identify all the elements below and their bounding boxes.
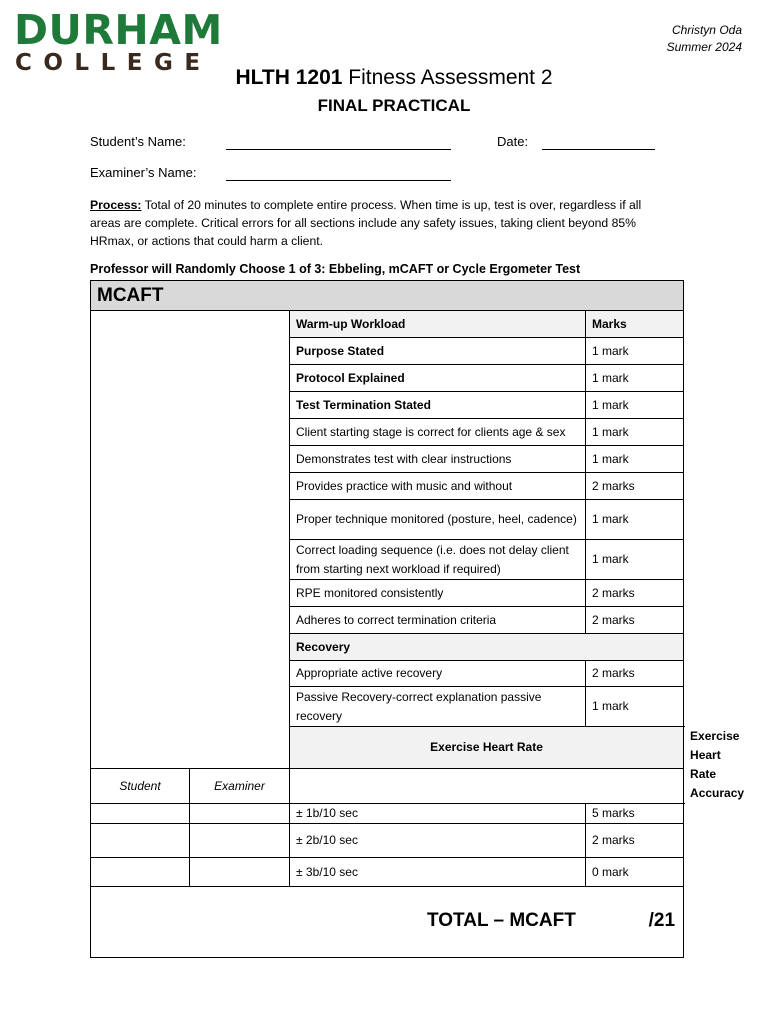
total-row [91, 887, 684, 958]
recovery-label: Appropriate active recovery [290, 661, 586, 687]
author-name: Christyn Oda [671, 23, 742, 37]
item-label: Correct loading sequence (i.e. does not delay client from starting next workload if required) [290, 540, 586, 580]
examiner-name-line[interactable] [226, 180, 451, 181]
student-hr-cell[interactable] [91, 858, 190, 887]
total-value: /21 [648, 910, 676, 931]
examiner-hr-cell[interactable] [190, 858, 290, 887]
item-label: Provides practice with music and without [290, 473, 586, 500]
accuracy-marks: 5 marks [586, 804, 684, 824]
item-marks: 1 mark [586, 365, 684, 392]
ehr-header: Exercise Heart Rate [290, 727, 684, 769]
page-title [0, 66, 768, 90]
blank-left-area [91, 311, 290, 769]
recovery-header: Recovery [290, 634, 684, 661]
mcaft-table: MCAFT Warm-up Workload Marks Purpose Stated 1 mark Protocol Explained 1 mark Test Termination Stated 1 mark Client starting stage is correct for clients age & sex 1 mark Demonstrates test with clear instructions 1 mark Provides practice with music and without 2 marks Proper technique monitored (posture, heel, cadence) 1 mark Correct loading sequence (i.e. does not delay client from starting next workload if required) 1 mark RPE monitored consistently 2 marks Adheres to correct termination criteria 2 marks Recovery Appropriate active recovery 2 marks Passive Recovery-correct explanation passive recovery 1 mark Exercise Heart Rate Exercise Heart Rate Accuracy Student Examiner ± 1b/10 sec 5 marks ± 2b/10 sec 2 marks ± 3b/10 sec 0 mark TOTAL – MCAFT /21 [90, 280, 684, 958]
page-subtitle: FINAL PRACTICAL [317, 96, 471, 115]
examiner-name-label: Examiner’s Name: [90, 165, 197, 180]
logo-line-1: DURHAM [14, 6, 223, 54]
author-block [667, 22, 742, 56]
ehr-student-header: Student [91, 769, 190, 804]
title-rest: Fitness Assessment 2 [342, 66, 553, 89]
student-name-label: Student’s Name: [90, 134, 186, 149]
item-marks: 1 mark [586, 419, 684, 446]
date-label: Date: [497, 134, 529, 149]
item-label: Proper technique monitored (posture, heel, cadence) [290, 500, 586, 540]
student-name-line[interactable] [226, 149, 451, 150]
student-hr-cell[interactable] [91, 804, 190, 824]
process-label: Process: [90, 198, 142, 212]
item-label: Protocol Explained [290, 365, 586, 392]
author-term: Summer 2024 [666, 40, 742, 54]
date-line[interactable] [542, 149, 655, 150]
table-header: MCAFT [91, 281, 684, 311]
item-label: Adheres to correct termination criteria [290, 607, 586, 634]
item-marks: 2 marks [586, 607, 684, 634]
total-label: TOTAL – MCAFT [427, 910, 576, 931]
column-marks-header: Marks [586, 311, 684, 338]
examiner-hr-cell[interactable] [190, 824, 290, 858]
durham-college-logo [14, 8, 223, 74]
item-marks: 1 mark [586, 338, 684, 365]
item-label: RPE monitored consistently [290, 580, 586, 607]
column-item-header: Warm-up Workload [290, 311, 586, 338]
student-hr-cell[interactable] [91, 824, 190, 858]
recovery-marks: 2 marks [586, 661, 684, 687]
accuracy-marks: 2 marks [586, 824, 684, 858]
item-label: Client starting stage is correct for clients age & sex [290, 419, 586, 446]
choose-instruction: Professor will Randomly Choose 1 of 3: Ebbeling, mCAFT or Cycle Ergometer Test [90, 262, 581, 276]
logo-line-2: COLLEGE [15, 50, 212, 76]
ehr-examiner-header: Examiner [190, 769, 290, 804]
item-label: Demonstrates test with clear instructions [290, 446, 586, 473]
accuracy-label: ± 2b/10 sec [290, 824, 586, 858]
accuracy-marks: 0 mark [586, 858, 684, 887]
accuracy-label: ± 1b/10 sec [290, 804, 586, 824]
item-marks: 1 mark [586, 446, 684, 473]
item-marks: 1 mark [586, 392, 684, 419]
item-marks: 2 marks [586, 580, 684, 607]
item-marks: 2 marks [586, 473, 684, 500]
item-marks: 1 mark [586, 540, 684, 580]
recovery-marks: 1 mark [586, 687, 684, 727]
process-text: Total of 20 minutes to complete entire process. When time is up, test is over, regardless if all areas are complete. Critical errors for all sections include any safety issues, taking client beyond 85% HRmax, or actions that could harm a client. [90, 198, 642, 248]
course-code: HLTH 1201 [235, 66, 343, 89]
item-label: Purpose Stated [290, 338, 586, 365]
process-paragraph [90, 196, 675, 250]
recovery-label: Passive Recovery-correct explanation passive recovery [290, 687, 586, 727]
examiner-hr-cell[interactable] [190, 804, 290, 824]
accuracy-label: ± 3b/10 sec [290, 858, 586, 887]
item-marks: 1 mark [586, 500, 684, 540]
item-label: Test Termination Stated [290, 392, 586, 419]
